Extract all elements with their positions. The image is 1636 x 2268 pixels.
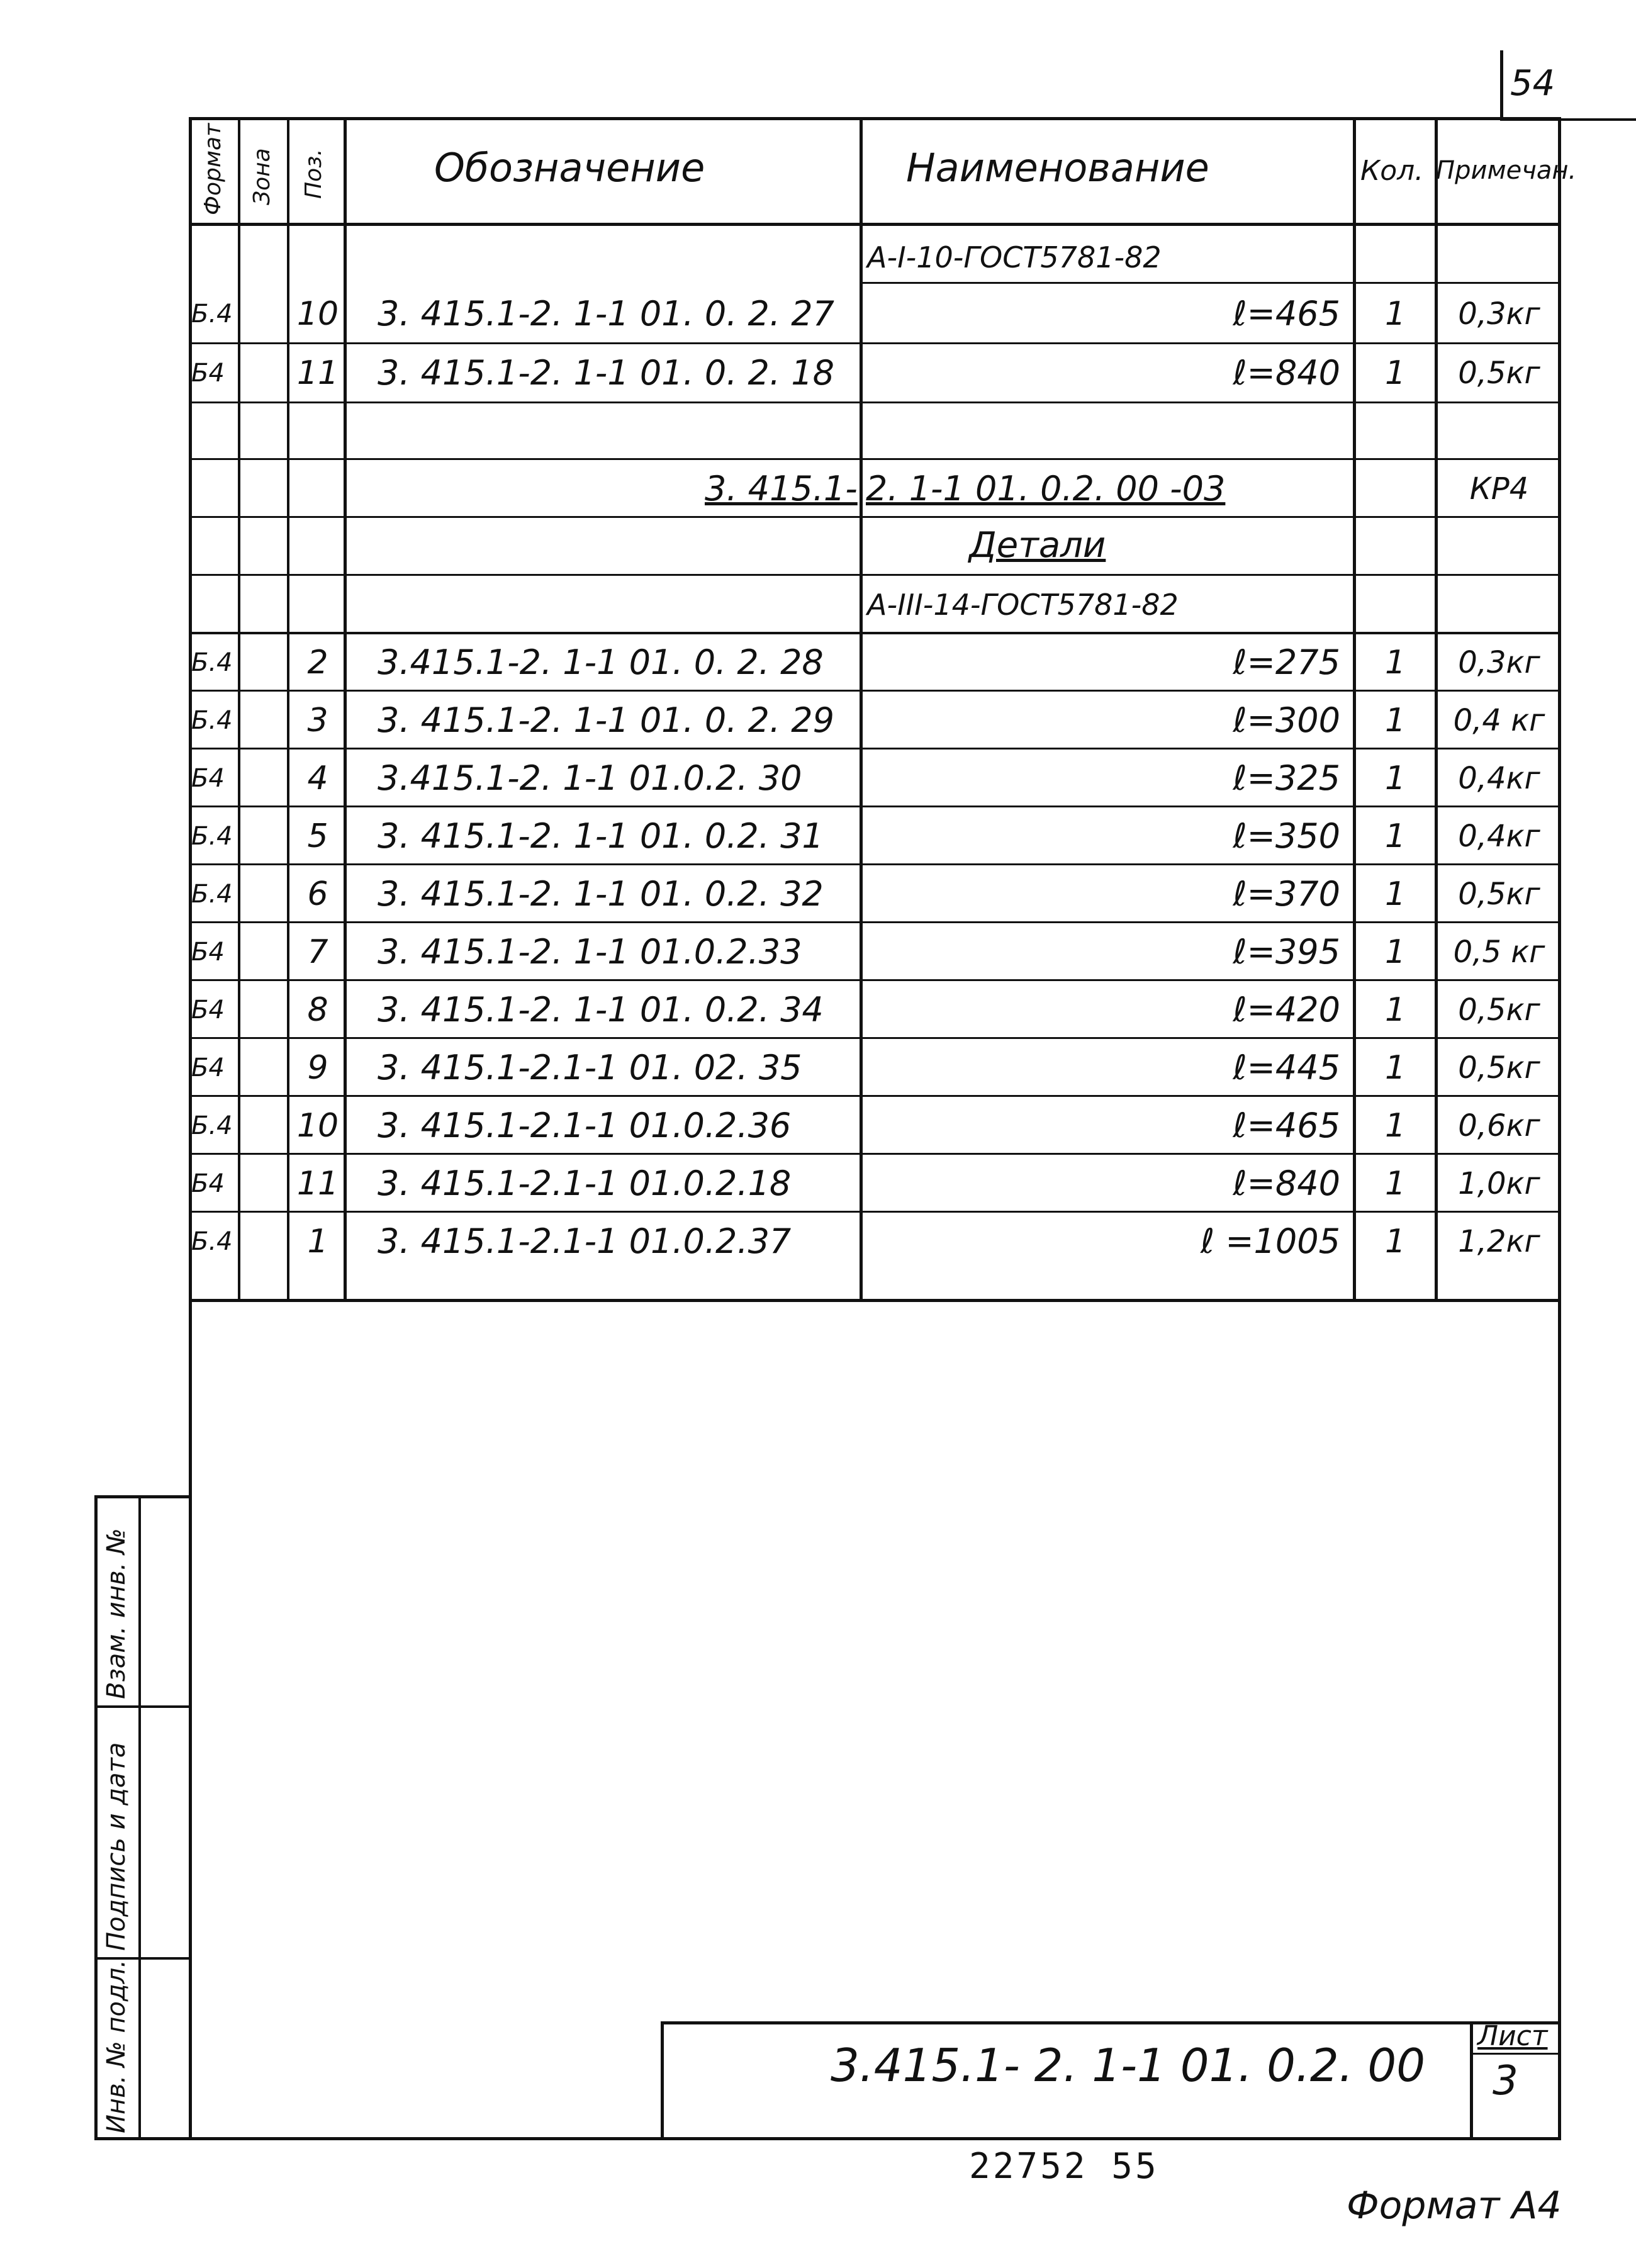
sheet-cell-divider xyxy=(1470,2053,1561,2055)
row-divider xyxy=(189,401,1560,403)
cell-pos: 11 xyxy=(296,354,339,392)
cell-format: Б4 xyxy=(191,359,225,388)
cell-designation: 3. 415.1-2. 1-1 01. 0. 2. 27 xyxy=(378,294,834,334)
table-row xyxy=(189,345,1560,401)
paper-format: Формат А4 xyxy=(1347,2184,1562,2228)
cell-note: 0,5кг xyxy=(1458,992,1540,1028)
table-row xyxy=(189,808,1560,865)
page-number: 54 xyxy=(1510,63,1555,104)
header-qty: Кол. xyxy=(1360,155,1424,187)
cell-note: 0,5 кг xyxy=(1453,935,1545,970)
cell-designation: 3. 415.1-2. 1-1 01. 0.2. 31 xyxy=(378,816,824,856)
cell-designation: 3. 415.1-2. 1-1 01. 0. 2. 18 xyxy=(378,353,834,393)
cell-qty: 1 xyxy=(1384,295,1406,333)
row-divider xyxy=(189,921,1560,923)
sheet-number: 3 xyxy=(1493,2058,1518,2104)
row-divider xyxy=(189,574,1560,576)
cell-name: ℓ=465 xyxy=(1233,1106,1340,1145)
cell-format: Б.4 xyxy=(191,880,233,909)
cell-format: Б.4 xyxy=(191,1111,233,1140)
section-heading-row xyxy=(189,517,1560,574)
assembly-code-suffix: 2. 1-1 01. 0.2. 00 -03 xyxy=(866,469,1226,508)
cell-designation: 3. 415.1-2. 1-1 01. 0.2. 32 xyxy=(378,874,824,914)
row-divider xyxy=(189,979,1560,981)
row-divider xyxy=(189,1095,1560,1097)
sheet-cell-left-border xyxy=(1470,2021,1473,2140)
cell-format: Б4 xyxy=(191,1053,225,1082)
row-divider xyxy=(189,806,1560,807)
cell-qty: 1 xyxy=(1384,1165,1406,1203)
cell-name: ℓ=275 xyxy=(1233,643,1340,682)
row-divider xyxy=(189,1211,1560,1213)
cell-name: ℓ=840 xyxy=(1233,353,1340,393)
cell-format: Б.4 xyxy=(191,822,233,851)
cell-qty: 1 xyxy=(1384,875,1406,913)
stamp-top-border xyxy=(94,1495,191,1498)
cell-designation: 3. 415.1-2.1-1 01.0.2.37 xyxy=(378,1221,792,1261)
cell-format: Б4 xyxy=(191,764,225,793)
header-pos: Поз. xyxy=(301,149,327,199)
cell-note: 0,3кг xyxy=(1458,296,1540,332)
cell-pos: 7 xyxy=(307,933,328,971)
cell-format: Б4 xyxy=(191,1169,225,1198)
cell-note: 1,2кг xyxy=(1458,1224,1540,1259)
cell-pos: 6 xyxy=(307,875,328,913)
cell-qty: 1 xyxy=(1384,644,1406,682)
cell-note: 0,5кг xyxy=(1458,1050,1540,1086)
table-row xyxy=(189,750,1560,807)
section-heading-details: Детали xyxy=(969,525,1106,566)
frame-right-border xyxy=(1558,1296,1561,2140)
title-block-left-border xyxy=(661,2021,664,2140)
cell-pos: 10 xyxy=(296,1107,339,1145)
assembly-code-prefix: 3. 415.1- xyxy=(705,469,858,508)
cell-designation: 3. 415.1-2. 1-1 01. 0.2. 34 xyxy=(378,990,824,1030)
document-code: 3.415.1- 2. 1-1 01. 0.2. 00 xyxy=(831,2039,1426,2092)
cell-designation: 3. 415.1-2.1-1 01.0.2.18 xyxy=(378,1164,792,1203)
stamp-replaced-inv: Взам. инв. № xyxy=(102,1528,131,1699)
cell-designation: 3.415.1-2. 1-1 01.0.2. 30 xyxy=(378,758,802,798)
cell-qty: 1 xyxy=(1384,354,1406,392)
header-bottom-border xyxy=(189,223,1560,226)
cell-note: 0,6кг xyxy=(1458,1108,1540,1143)
stamp-inv-original: Инв. № подл. xyxy=(102,1960,131,2133)
cell-name: ℓ=395 xyxy=(1233,932,1340,972)
cell-pos: 10 xyxy=(296,295,339,333)
cell-name: ℓ=420 xyxy=(1233,990,1340,1030)
cell-designation: 3. 415.1-2.1-1 01. 02. 35 xyxy=(378,1048,802,1087)
cell-name: ℓ=350 xyxy=(1233,816,1340,856)
cell-format: Б4 xyxy=(191,938,225,967)
cell-pos: 8 xyxy=(307,991,328,1029)
cell-format: Б4 xyxy=(191,996,225,1025)
table-row xyxy=(189,1155,1560,1212)
cell-qty: 1 xyxy=(1384,1223,1406,1260)
cell-pos: 2 xyxy=(307,644,328,682)
cell-qty: 1 xyxy=(1384,933,1406,971)
row-divider xyxy=(189,342,1560,344)
material-grade: А-III-14-ГОСТ5781-82 xyxy=(867,588,1179,622)
stamp-inner-border xyxy=(138,1495,141,2140)
cell-note: 1,0кг xyxy=(1458,1166,1540,1201)
cell-designation: 3.415.1-2. 1-1 01. 0. 2. 28 xyxy=(378,643,824,682)
cell-pos: 5 xyxy=(307,817,328,855)
frame-bottom-border xyxy=(94,2137,1561,2140)
cell-qty: 1 xyxy=(1384,1049,1406,1087)
table-row xyxy=(189,1213,1560,1270)
stamp-signature-date: Подпись и дата xyxy=(102,1742,131,1951)
cell-format: Б.4 xyxy=(191,300,233,328)
cell-pos: 11 xyxy=(296,1165,339,1203)
inventory-number: 22752 55 xyxy=(969,2146,1159,2187)
assembly-heading-row xyxy=(189,461,1560,517)
row-divider xyxy=(189,458,1560,460)
specification-table xyxy=(189,117,1577,1300)
table-row xyxy=(189,1040,1560,1096)
cell-name: ℓ=325 xyxy=(1233,758,1340,798)
cell-format: Б.4 xyxy=(191,648,233,677)
table-row xyxy=(189,692,1560,749)
cell-designation: 3. 415.1-2. 1-1 01. 0. 2. 29 xyxy=(378,700,834,740)
page-number-divider xyxy=(1500,50,1503,120)
row-divider xyxy=(860,282,1560,284)
cell-pos: 4 xyxy=(307,760,328,797)
sheet-label: Лист xyxy=(1477,2020,1548,2052)
cell-pos: 3 xyxy=(307,702,328,739)
stamp-divider xyxy=(94,1705,191,1708)
cell-designation: 3. 415.1-2.1-1 01.0.2.36 xyxy=(378,1106,792,1145)
cell-qty: 1 xyxy=(1384,817,1406,855)
cell-name: ℓ=840 xyxy=(1233,1164,1340,1203)
cell-note: 0,3кг xyxy=(1458,645,1540,680)
cell-format: Б.4 xyxy=(191,1227,233,1256)
title-block-top-border xyxy=(661,2021,1561,2024)
cell-note: 0,5кг xyxy=(1458,356,1540,391)
table-row xyxy=(189,924,1560,980)
cell-note: КР4 xyxy=(1469,471,1529,507)
header-designation: Обозначение xyxy=(434,145,705,191)
header-format: Формат xyxy=(200,123,226,215)
table-row xyxy=(189,576,1560,633)
cell-note: 0,4кг xyxy=(1458,761,1540,796)
cell-name: ℓ =1005 xyxy=(1200,1221,1340,1261)
header-zone: Зона xyxy=(249,148,275,205)
cell-pos: 1 xyxy=(307,1223,328,1260)
cell-name: ℓ=465 xyxy=(1233,294,1340,334)
header-note: Примечан. xyxy=(1436,156,1577,185)
cell-note: 0,5кг xyxy=(1458,877,1540,912)
table-row xyxy=(189,229,1560,286)
frame-left-border xyxy=(189,1296,192,2140)
table-row xyxy=(189,634,1560,691)
cell-designation: 3. 415.1-2. 1-1 01.0.2.33 xyxy=(378,932,802,972)
row-divider xyxy=(189,1037,1560,1039)
cell-name: ℓ=445 xyxy=(1233,1048,1340,1087)
cell-qty: 1 xyxy=(1384,702,1406,739)
table-row xyxy=(189,982,1560,1038)
row-divider xyxy=(189,690,1560,692)
row-divider xyxy=(189,1153,1560,1155)
cell-note: 0,4 кг xyxy=(1453,703,1545,738)
row-divider xyxy=(189,863,1560,865)
row-divider xyxy=(189,748,1560,749)
material-grade: А-I-10-ГОСТ5781-82 xyxy=(867,240,1162,274)
cell-qty: 1 xyxy=(1384,1107,1406,1145)
cell-name: ℓ=300 xyxy=(1233,700,1340,740)
cell-note: 0,4кг xyxy=(1458,819,1540,854)
table-row xyxy=(189,286,1560,342)
cell-qty: 1 xyxy=(1384,991,1406,1029)
cell-name: ℓ=370 xyxy=(1233,874,1340,914)
header-name: Наименование xyxy=(906,145,1209,191)
cell-format: Б.4 xyxy=(191,706,233,735)
cell-pos: 9 xyxy=(307,1049,328,1087)
table-bottom-border xyxy=(189,1299,1560,1302)
table-row xyxy=(189,866,1560,923)
stamp-left-border xyxy=(94,1495,98,2140)
cell-qty: 1 xyxy=(1384,760,1406,797)
table-row xyxy=(189,1098,1560,1154)
